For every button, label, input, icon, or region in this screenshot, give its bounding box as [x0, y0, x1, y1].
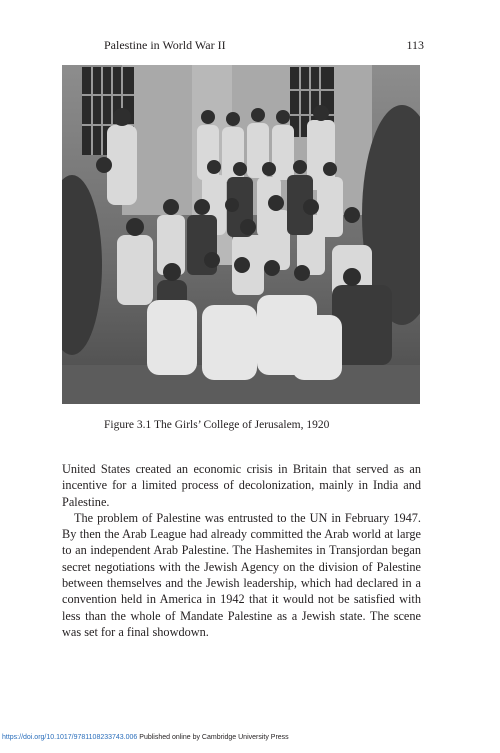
- footer: [2, 733, 482, 743]
- doi-link[interactable]: https://doi.org/10.1017/9781108233743.006: [2, 734, 138, 741]
- group-photograph: [62, 65, 420, 404]
- body-text: [62, 461, 421, 640]
- publisher-note: Published online by Cambridge University Press: [139, 734, 289, 741]
- page-number: 113: [406, 38, 424, 52]
- figure-photo: [62, 65, 420, 404]
- paragraph: The problem of Palestine was entrusted to the UN in February 1947. By then the Arab League had already committed the Arab world at large to an independent Arab Palestine. The Hashemites in Transjordan began secret negotiations with the Jewish Agency on the division of Palestine between themselves and the Jewish leadership, which had declared in a convention held in America in 1942 that it would not be satisfied with less than the whole of Mandate Palestine as a Jewish state. The scene was set for a final showdown.: [62, 510, 421, 639]
- figure-caption: Figure 3.1 The Girls’ College of Jerusalem, 1920: [104, 419, 330, 431]
- paragraph: United States created an economic crisis in Britain that served as an incentive for a limited process of decolonization, mainly in India and Palestine.: [62, 462, 421, 509]
- running-head-title: Palestine in World War II: [104, 38, 226, 52]
